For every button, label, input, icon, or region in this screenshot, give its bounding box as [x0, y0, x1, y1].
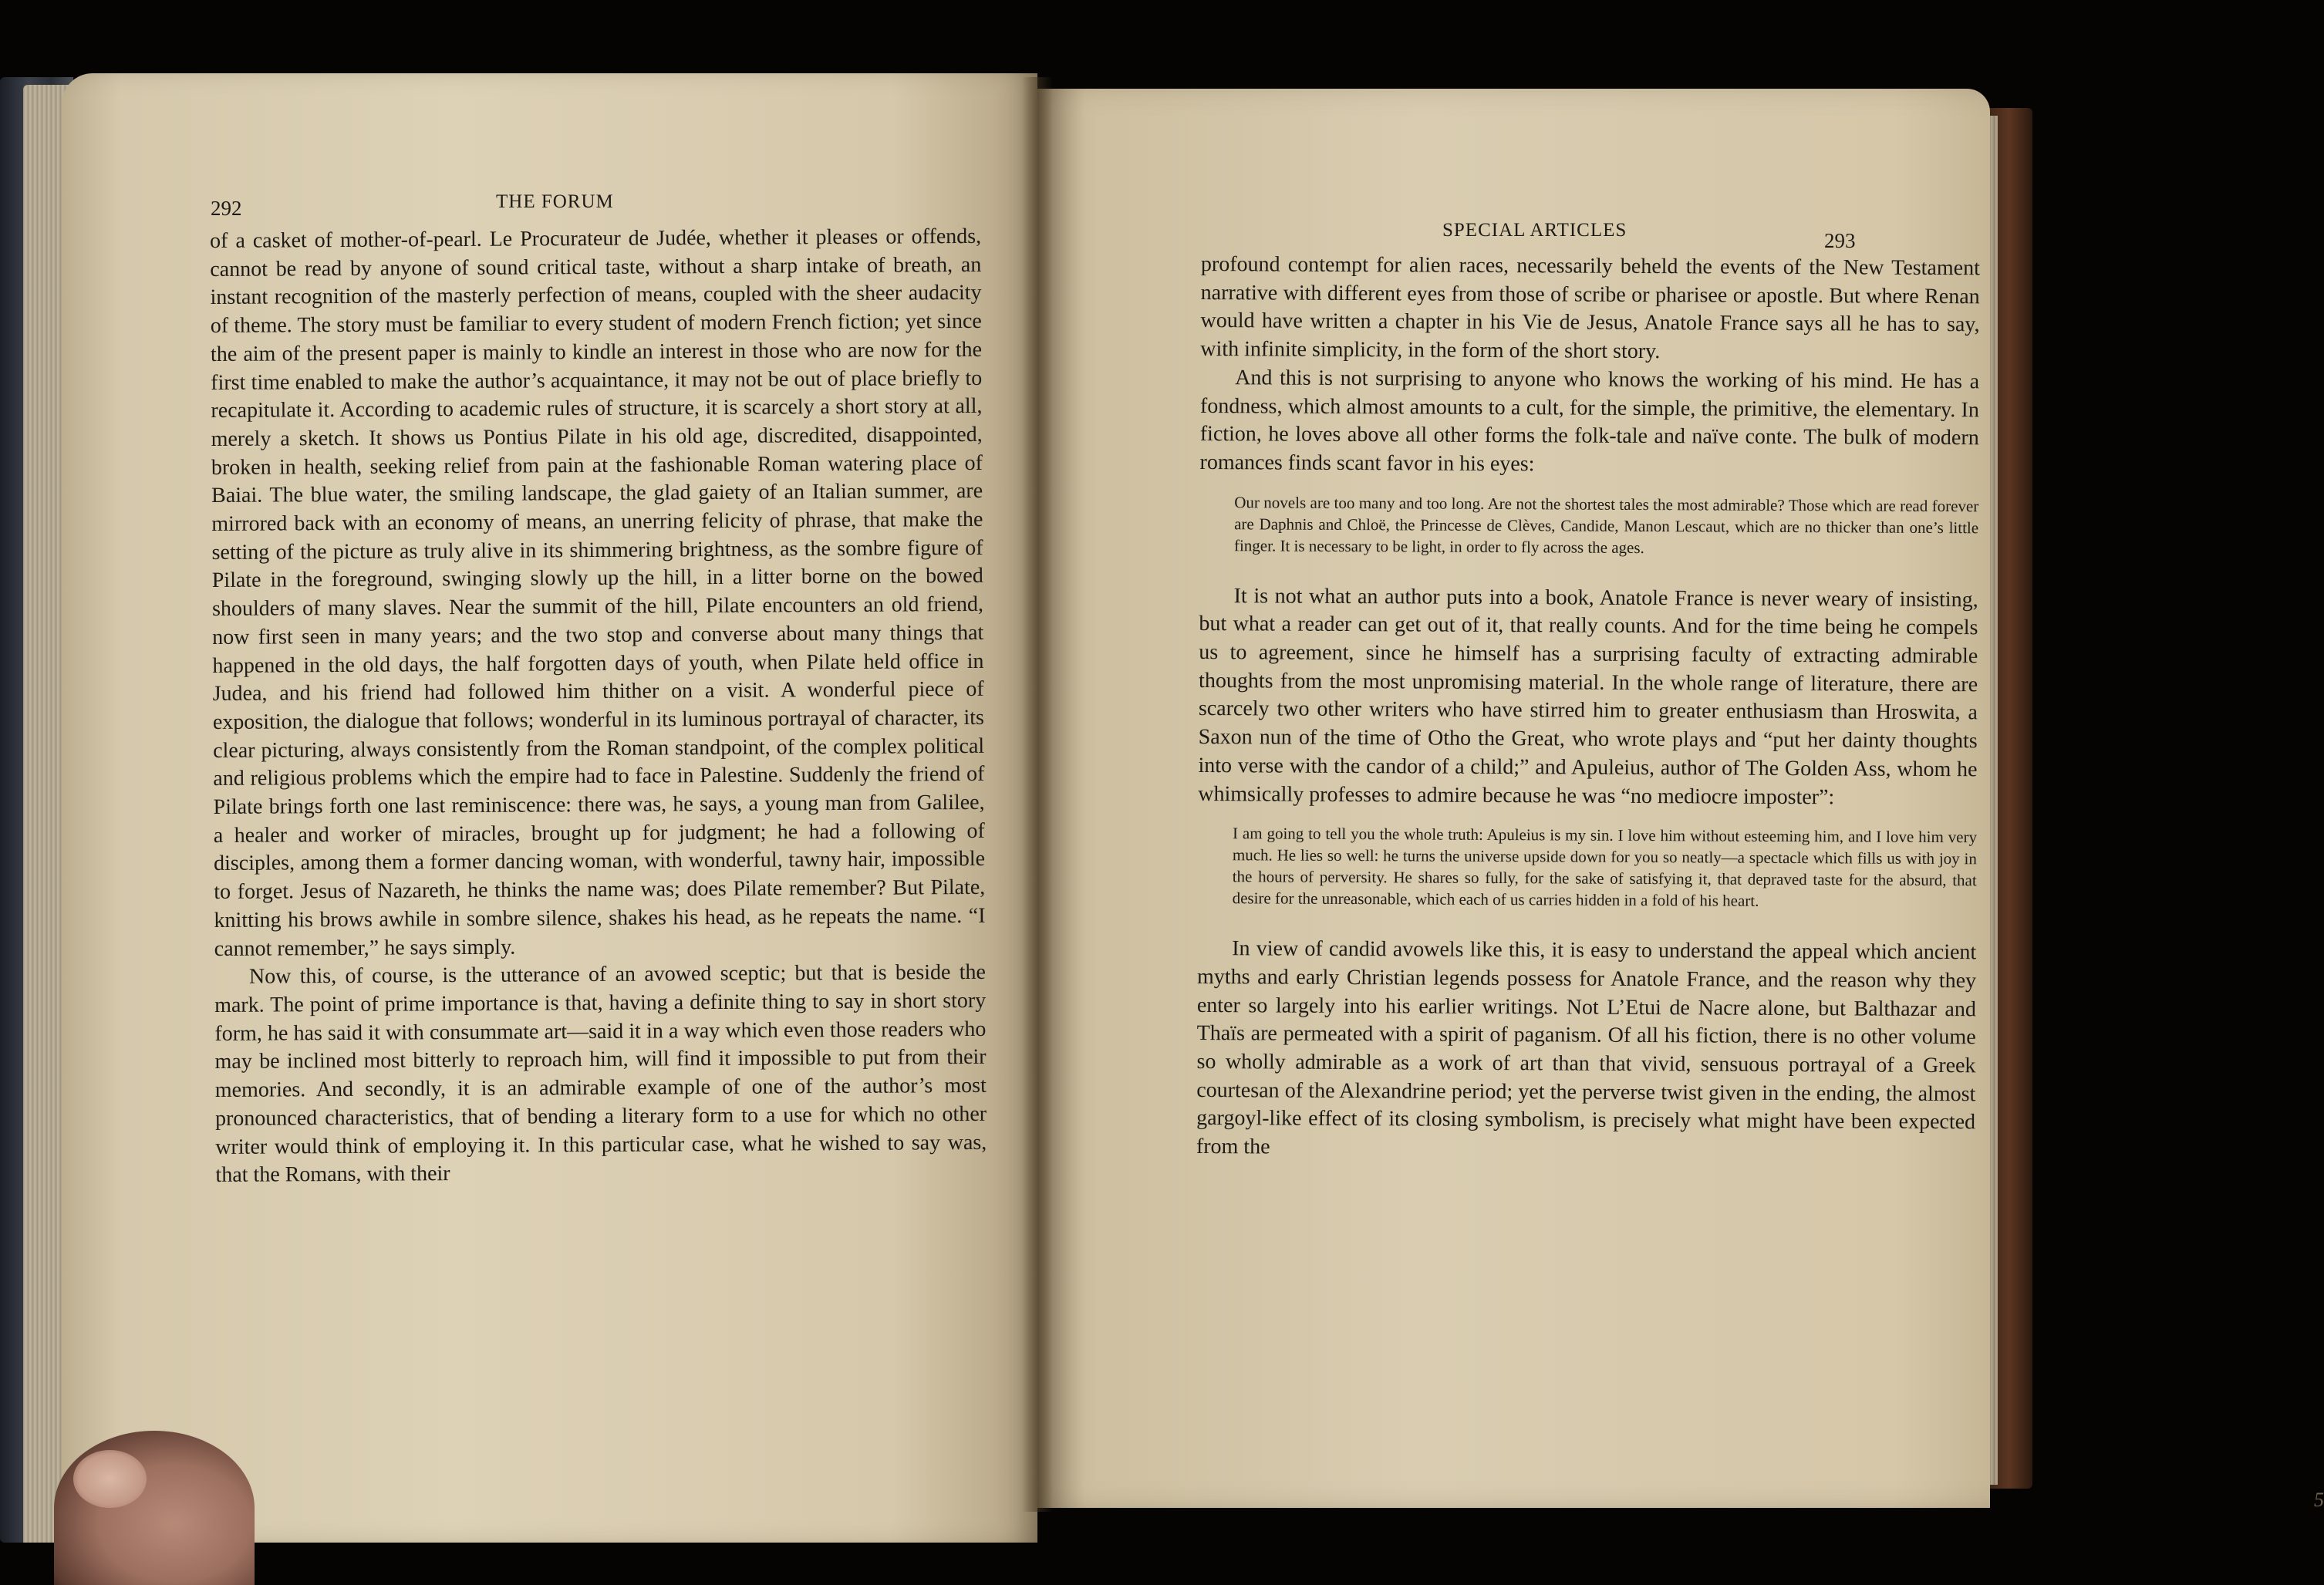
- right-paragraph-1: profound contempt for alien races, necessarily beheld the events of the New Testament narrative with different eyes from those of scribe or pharisee or apostle. But where Renan would have written a chapter in his Vie de Jesus, Anatole France says all he has to say, with infinite simplicity, in the form of the short story.: [1200, 251, 1980, 364]
- right-running-head: SPECIAL ARTICLES: [1442, 220, 1627, 241]
- right-page-number: 293: [1824, 229, 1856, 252]
- page-footer-mark: 5: [2314, 1489, 2324, 1511]
- left-paragraph-1: of a casket of mother-of-pearl. Le Procurateur de Judée, whether it pleases or offends, cannot be read by anyone of sound critical taste, without a sharp intake of breath, an instant recognition of the masterly perfection of means, coupled with the sheer audacity of theme. The story must be familiar to every student of modern French fiction; yet since the aim of the present paper is mainly to kindle an interest in those who are now for the first time enabled to make the author’s acquaintance, it may not be out of place briefly to recapitulate it. According to academic rules of structure, it is scarcely a short story at all, merely a sketch. It shows us Pontius Pilate in his old age, discredited, disappointed, broken in health, seeking relief from pain at the fashionable Roman watering place of Baiai. The blue water, the smiling landscape, the glad gaiety of an Italian summer, are mirrored back with an economy of means, an unerring felicity of phrase, that make the setting of the picture as truly alive in its shimmering brightness, as the sombre figure of Pilate in the foreground, swinging slowly up the hill, in a litter borne on the bowed shoulders of many slaves. Near the summit of the hill, Pilate encounters an old friend, now first seen in many years; and the two stop and converse about many things that happened in the old days, the half forgotten days of youth, when Pilate held office in Judea, and his friend had followed him thither on a visit. A wonderful piece of exposition, the dialogue that follows; wonderful in its luminous portrayal of character, its clear picturing, always consistently from the Roman standpoint, of the complex political and religious problems which the empire had to face in Palestine. Suddenly the friend of Pilate brings forth one last reminiscence: there was, he says, a young man from Galilee, a healer and worker of miracles, brought up for judgment; he had a following of disciples, among them a former dancing woman, with wonderful, tawny hair, impossible to forget. Jesus of Nazareth, he thinks the name was; does Pilate remember? But Pilate, knitting his brows awhile in sombre silence, shakes his head, as he repeats the name. “I cannot remember,” he says simply.: [210, 224, 986, 961]
- left-page-number: 292: [211, 197, 242, 220]
- left-page: [62, 73, 1037, 1543]
- right-paragraph-2: And this is not surprising to anyone who knows the working of his mind. He has a fondness, which almost amounts to a cult, for the simple, the primitive, the elementary. In fiction, he loves above all other forms the folk-tale and naïve conte. The bulk of modern romances finds scant favor in his eyes:: [1199, 366, 1980, 477]
- left-paragraph-2: Now this, of course, is the utterance of an avowed sceptic; but that is beside the mark. The point of prime importance is that, having a definite thing to say in short story form, he has said it with consummate art—said it in a way which even those readers who may be inclined most bitterly to reproach him, will find it impossible to put from their memories. And secondly, it is an admirable example of one of the author’s most pronounced characteristics, that of bending a literary form to a use for which no other writer would think of employing it. In this particular case, what he wished to say was, that the Romans, with their: [214, 960, 987, 1188]
- thumbnail-highlight: [73, 1450, 147, 1508]
- right-text-column: [1196, 251, 1980, 1165]
- book-gutter: [1022, 77, 1053, 1512]
- right-block-quote-2: I am going to tell you the whole truth: Apuleius is my sin. I love him without esteeming him, and I love him very much. He lies so well: he turns the universe upside down for you so neatly—a spectacle which fills us with joy in the hours of perversity. He shares so fully, for the sake of satisfying it, that depraved taste for the absurd, that desire for the unreasonable, which each of us carries hidden in a fold of his heart.: [1232, 824, 1978, 911]
- right-block-quote-1: Our novels are too many and too long. Are not the shortest tales the most admirable? Those which are read forever are Daphnis and Chloë, the Princesse de Clèves, Candide, Manon Lescaut, which are no thicker than one’s little finger. It is necessary to be light, in order to fly across the ages.: [1233, 492, 1979, 557]
- right-paragraph-3: It is not what an author puts into a book, Anatole France is never weary of insisting, but what a reader can get out of it, that really counts. And for the time being he compels us to agreement, since he himself has a surprising faculty of extracting admirable thoughts from the most unpromising material. In the whole range of literature, there are scarcely two other writers who have stirred him to greater enthusiasm than Hroswita, a Saxon nun of the time of Otho the Great, who wrote plays and “put her dainty thoughts into verse with the candor of a child;” and Apuleius, author of The Golden Ass, whom he whimsically professes to admire because he was “no mediocre imposter”:: [1198, 583, 1978, 809]
- left-text-column: [210, 223, 987, 1190]
- right-paragraph-4: In view of candid avowels like this, it is easy to understand the appeal which ancient myths and early Christian legends possess for Anatole France, and the reason why they enter so largely into his earlier writings. Not L’Etui de Nacre alone, but Balthazar and Thaïs are permeated with a spirit of paganism. Of all his fiction, there is no other volume so wholly admirable as a work of art than that vivid, sensuous portrayal of a Greek courtesan of the Alexandrine period; yet the perverse twist given in the ending, the almost gargoyl-like effect of its closing symbolism, is precisely what might have been expected from the: [1196, 936, 1977, 1159]
- left-running-head: THE FORUM: [496, 191, 614, 212]
- thumb: [54, 1431, 255, 1585]
- right-page: [1037, 89, 2324, 1511]
